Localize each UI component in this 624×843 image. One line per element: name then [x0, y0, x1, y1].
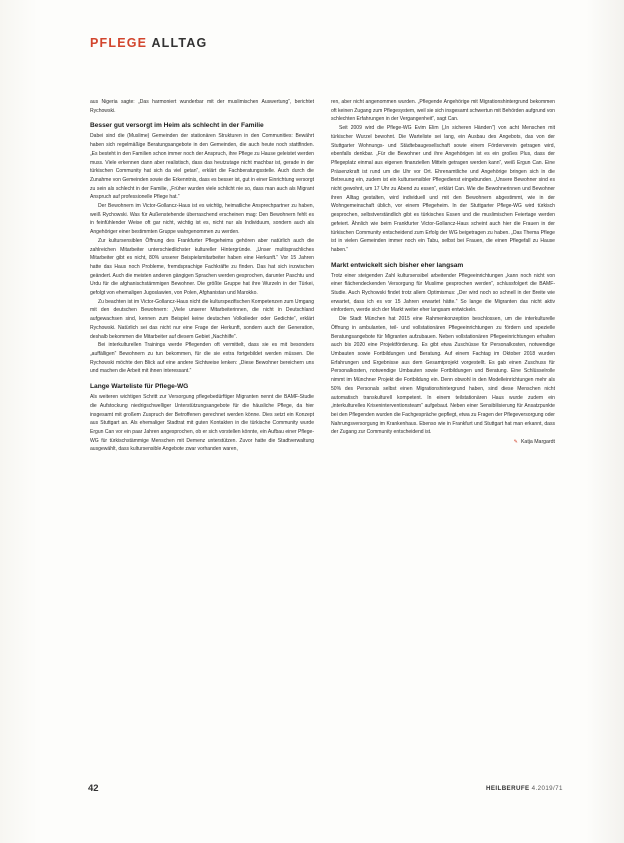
- body-paragraph: Trotz einer steigenden Zahl kultursensibel arbeitender Pflegeeinrichtungen „kann noch nicht von einer flächendeckenden Versorgung für Muslime gesprochen werden“, schlussfolgert die BAMF-Studie. Auch Rychowski findet trotz allem Optimismus: „Der wird noch so schnell in der Breite wie erwartet, dass ich es vor 15 Jahren erwartet hätte.“ So lange die Migranten das nicht aktiv einfordern, werde sich der Markt weiter eher langsam entwickeln.: [331, 272, 555, 314]
- body-paragraph: Zur kultursensiblen Öffnung des Frankfurter Pflegeheims gehören aber natürlich auch die zahlreichen Mitarbeiter unterschiedlichster kultureller Hintergründe. „Unser multisprachliches Mitarbeiter gibt es nicht, 80% unserer Beispielsmitarbeiter haben eine Herkunft.“ Vor 15 Jahren hatte das Haus noch Probleme, fremdsprachige Fachkräfte zu finden. Das hat sich inzwischen geändert. Auch die meisten anderen gängigen Sprachen werden gesprochen, darunter Paschtu und Urdu für die afghanischstämmigen Bewohner. Die größte Gruppe hat ihre Wurzeln in der Türkei, gefolgt von ehemaligen Jugoslawien, von Polen, Afghanistan und Marokko.: [90, 237, 314, 297]
- pencil-icon: ✎: [513, 439, 518, 446]
- body-paragraph: Als weiteren wichtigen Schritt zur Versorgung pflegebedürftiger Migranten nennt die BAMF-Studie die Aufstockung niedrigschwelliger Unterstützungsangebote für die häusliche Pflege, da hier insgesamt mit großem Zuspruch der Betroffenen gerechnet werden könne. Dies setzt ein Konzept aus Stuttgart an. Als ehemaliger Stadtrat mit guten Kontakten in die türkische Community wurde Ergun Can vor ein paar Jahren angesprochen, ob er sich vorstellen könnte, ein Aufbau einer Pflege-WG für türkischstämmige Menschen mit Demenz unterstützen. Zuvor hatte die Stadtverwaltung ausgewählt, dass kultursensible Angebote zwar vorhanden waren,: [90, 394, 314, 453]
- section-title: PFLEGE: [90, 36, 148, 50]
- subheading: Lange Warteliste für Pflege-WG: [90, 383, 189, 391]
- right-column: [331, 98, 555, 447]
- body-paragraph: Seit 2009 wird die Pflege-WG Evim Elim („In sicheren Händen“) von acht Menschen mit türkischer Wurzel bewohnt. Die Warteliste sei lang, ein Ausbau des Angebots, das von der Stuttgarter Wohnungs- und Städtebaugesellschaft sowie einem Förderverein getragen wird, ebenfalls denkbar. „Für die Bewohner und ihre Angehörigen ist es ein großes Plus, dass der Pflegeplatz einmal aus eigenen finanziellen Mitteln getragen werden kann“, weiß Ergun Can. Eine Präsenzkraft ist rund um die Uhr vor Ort. Ehrenamtliche und Angehörige bringen sich in die Betreuung ein, zudem ist ein kultursensibler Pflegedienst eingebunden. „Unsere Bewohner sind es nicht gewohnt, um 17 Uhr zu Abend zu essen“, erklärt Can. Wie die Bewohnerinnen und Bewohner ihren Alltag gestalten, wird individuell und mit den Bewohnern abgestimmt, wie in der Wohngemeinschaft üblich, vor einem Pflegeheim. In der Stuttgarter Pflege-WG wird türkisch gesprochen, selbstverständlich gibt es türkisches Essen und die muslimischen Feiertage werden gefeiert. Ähnlich wie beim Frankfurter Victor-Gollancz-Haus scheint auch hier die Frauen in der türkischen Community entscheidend zum Erfolg der WG beigetragen zu haben. „Das Thema Pflege ist in vielen Gemeinden immer noch ein Tabu, selbst bei Frauen, die einen Pflegefall zu Hause haben.“: [331, 125, 555, 253]
- page-number: 42: [88, 783, 99, 794]
- body-paragraph: Zu beachten ist im Victor-Gollancz-Haus nicht die kulturspezifischen Kompetenzen zum Umgang mit den deutschen Bewohnern: „Viele unserer Mitarbeiterinnen, die nicht in Deutschland aufgewachsen sind, kennen zum Beispiel keine deutschen Volkslieder oder Gedichte“, erklärt Rychowski. Natürlich sei das nicht nur eine Frage der Herkunft, sondern auch der Generation, deshalb bekommen die Mitarbeiter auf diesem Gebiet „Nachhilfe“.: [90, 298, 314, 340]
- body-paragraph: Der Bewohnern im Victor-Gollancz-Haus ist es wichtig, heimatliche Ansprechpartner zu haben, weiß Rychowski. Was für Außenstehende überraschend erscheinen mag: Den Bewohnern fehlt es in feinfühlender Weise oft gar nicht, wichtig ist es, nicht nur als Individuum, sondern auch als Angehöriger einer bestimmten Gruppe wahrgenommen zu werden.: [90, 203, 314, 236]
- left-column: [90, 98, 314, 454]
- body-paragraph: aus Nigeria sagte: „Das harmoniert wunderbar mit der muslimischen Auswertung“, berichtet Rychowski.: [90, 99, 314, 114]
- magazine-name: HEILBERUFE: [486, 785, 530, 792]
- body-paragraph: Die Stadt München hat 2015 eine Rahmenkonzeption beschlossen, um die interkulturelle Öffnung in ambulanten, teil- und vollstationären Pflegeeinrichtungen zu fördern und spezielle Beratungsangebote für Migranten aufzubauen. Neben vollstationären Pflegeeinrichtungen erhalten auch bis 2020 eine Projektförderung. Es gibt etwa Zuschüsse für Personalkosten, notwendige Umbauten sowie Fortbildungen und Beratung. Auf einem Fachtag im Oktober 2018 wurden Erfahrungen und Ergebnisse aus dem Gesamtprojekt vorgestellt. Es gab einen Zuschuss für Personalkosten, notwendige Umbauten sowie Fortbildungen und Beratung. Eine Schlüsselrolle nimmt im Münchner Projekt die Fortbildung ein. Denn obwohl in den Modelleinrichtungen mehr als 50% des Personals selbst einen Migrationshintergrund haben, sind diese Menschen nicht automatisch transkulturell kompetent. In einem teilstationären Haus wurde zudem ein „interkulturelles Kriseninterventionsteam“ aufgebaut. Neben einer Sensibilisierung für Ansatzpunkte bei den Pflegenden wurden die Fachgespräche gepflegt, etwa zu Fragen der Pflegeversorgung oder Nahrungsversorgung im Krankenhaus. Ebenso wie in Frankfurt und Stuttgart hat man erkannt, dass der Zugang zur Community entscheidend ist.: [331, 316, 555, 436]
- body-paragraph: Bei interkulturellen Trainings werde Pflegenden oft vermittelt, dass sie es mit besonders „auffälligen“ Bewohnern zu tun bekommen, für die sie extra fortgebildet werden müssen. Die Rychowski möchte den Blick auf eine andere Sichtweise lenken: „Diese Bewohner bereichern uns und machen die Arbeit mit ihnen interessant.“: [90, 342, 314, 375]
- subheading: Besser gut versorgt im Heim als schlecht in der Familie: [90, 122, 264, 130]
- body-paragraph: Dabei sind die (Muslime) Gemeinden der stationären Strukturen in den Communities: Bewährt haben sich regelmäßige Beratungsangebote in den Gemeinden, die auch heute noch stattfinden. „Es besteht in den Familien schon immer noch der Anspruch, ihre Pflege zu Hause geleistet werden muss. Viele erkennen dann aber realistisch, dass das heutzutage nicht machbar ist, gerade in der türkischen Community hat sich da viel getan“, erklärt die Fachberatungsstelle. Auch durch die Zunahme von Gemeinden sowie die Erkenntnis, dass es besser ist, gut in einer Einrichtung versorgt zu sein als schlecht in der Familie, „Früher wurden viele schlicht nie so, dass man auch als Migrant Anspruch auf professionelle Pflege hat.“: [90, 133, 314, 201]
- author-credit: [331, 438, 555, 447]
- subheading: Markt entwickelt sich bisher eher langsam: [331, 261, 464, 269]
- section-header: [90, 36, 207, 50]
- magazine-footer: [486, 785, 563, 792]
- body-paragraph: ren, aber nicht angenommen wurden. „Pflegende Angehörige mit Migrationshintergrund bekommen oft keinen Zugang zum Pflegesystem, weil sie sich insgesamt schwertun mit Behörden aufgrund von schlechten Erfahrungen in der Vergangenheit“, sagt Can.: [331, 99, 555, 123]
- author-name: Katja Margardt: [520, 439, 555, 446]
- issue-number: 4.2019/71: [531, 785, 563, 792]
- section-subtitle: ALLTAG: [151, 36, 208, 50]
